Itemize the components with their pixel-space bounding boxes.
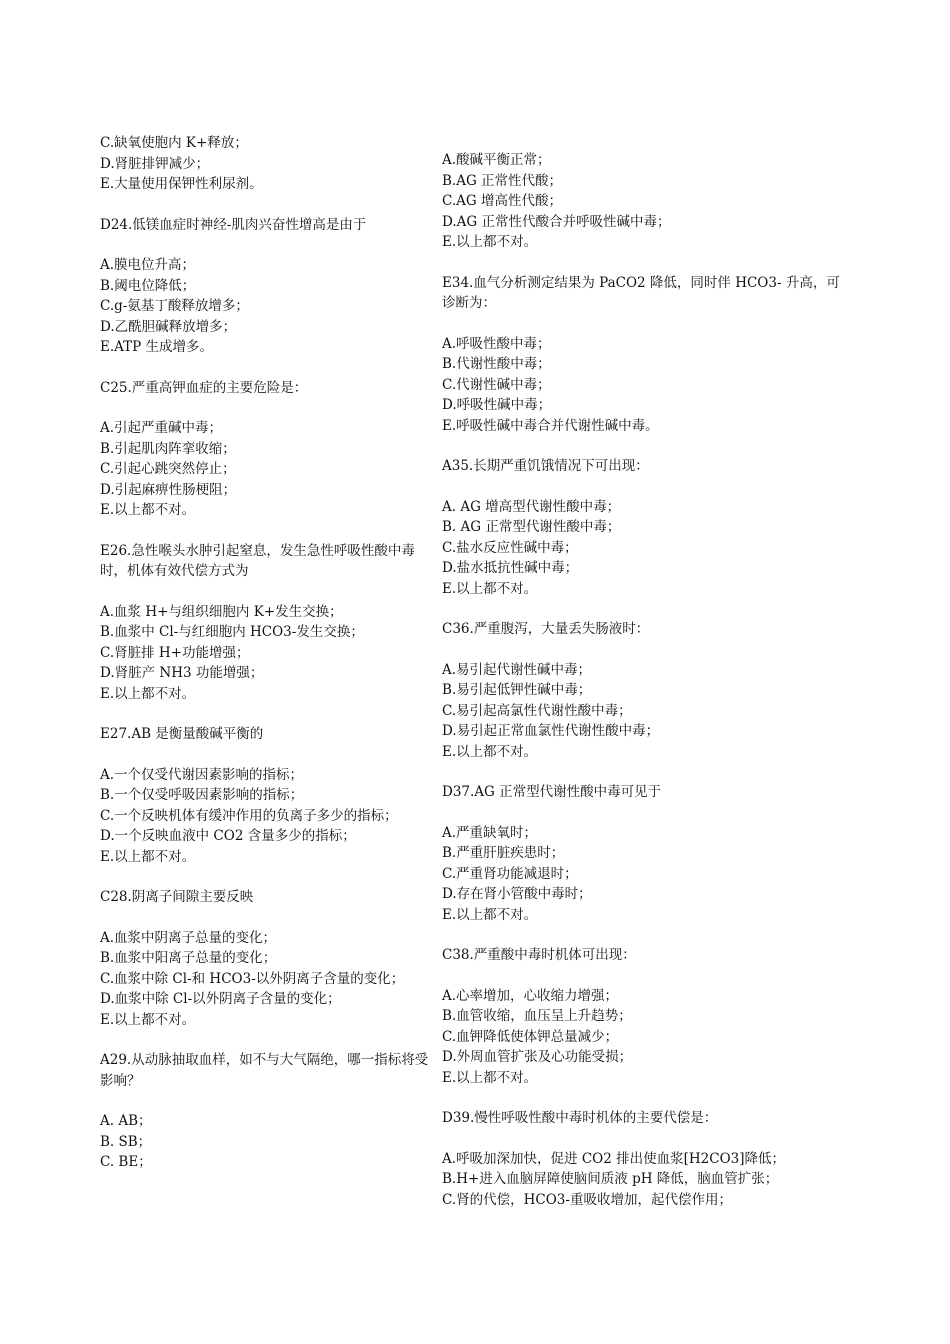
answer-option: D.乙酰胆碱释放增多； xyxy=(100,318,237,335)
answer-option: C.缺氧使胞内 K+释放； xyxy=(100,135,248,151)
answer-option: E.以上都不对。 xyxy=(442,234,538,250)
answer-option: E.以上都不对。 xyxy=(442,580,538,597)
answer-option: A.酸碱平衡正常； xyxy=(442,152,551,168)
question-block xyxy=(100,887,430,1030)
question-stem: D37.AG 正常型代谢性酸中毒可见于 xyxy=(442,784,662,800)
question-block xyxy=(442,945,842,1088)
answer-option: D.存在肾小管酸中毒时； xyxy=(442,886,592,902)
question-stem: D24.低镁血症时神经-肌肉兴奋性增高是由于 xyxy=(100,216,367,233)
answer-option: A.心率增加，心收缩力增强； xyxy=(442,987,619,1004)
question-stem: E26.急性喉头水肿引起窒息，发生急性呼吸性酸中毒时，机体有效代偿方式为 xyxy=(100,542,415,579)
answer-option: D.一个反映血液中 CO2 含量多少的指标； xyxy=(100,828,356,844)
answer-option: C.代谢性碱中毒； xyxy=(442,376,551,393)
question-block xyxy=(442,456,842,599)
answer-option: A. AB； xyxy=(100,1113,152,1129)
answer-option: E.以上都不对。 xyxy=(442,906,538,923)
question-block xyxy=(100,378,430,521)
answer-option: C.易引起高氯性代谢性酸中毒； xyxy=(442,702,632,719)
answer-option: A.血浆中阴离子总量的变化； xyxy=(100,929,277,946)
answer-option: E.呼吸性碱中毒合并代谢性碱中毒。 xyxy=(442,417,659,434)
answer-option: D.易引起正常血氯性代谢性酸中毒； xyxy=(442,723,660,739)
answer-option: C.g-氨基丁酸释放增多； xyxy=(100,298,249,314)
question-stem: E27.AB 是衡量酸碱平衡的 xyxy=(100,726,264,742)
answer-option: B.血浆中 Cl-与红细胞内 HCO3-发生交换； xyxy=(100,624,364,640)
answer-option: B.阈电位降低； xyxy=(100,277,196,294)
answer-option: C. BE； xyxy=(100,1154,152,1170)
question-stem: C25.严重高钾血症的主要危险是： xyxy=(100,379,308,396)
answer-option: B.引起肌肉阵挛收缩； xyxy=(100,440,236,457)
question-block xyxy=(442,1108,842,1210)
answer-option: E.以上都不对。 xyxy=(100,848,196,865)
question-block xyxy=(442,782,842,925)
question-block xyxy=(442,273,842,437)
answer-option: B. SB； xyxy=(100,1133,152,1150)
answer-option: E.ATP 生成增多。 xyxy=(100,339,214,355)
answer-option: C.一个反映机体有缓冲作用的负离子多少的指标； xyxy=(100,807,398,824)
answer-option: A. AG 增高型代谢性酸中毒； xyxy=(442,498,621,515)
question-stem: C36.严重腹泻，大量丢失肠液时： xyxy=(442,621,650,637)
answer-option: B.血管收缩，血压呈上升趋势； xyxy=(442,1008,632,1024)
right-column xyxy=(442,150,842,1230)
answer-option: A.呼吸加深加快，促进 CO2 排出使血浆[H2CO3]降低； xyxy=(442,1150,785,1167)
answer-option: B.代谢性酸中毒； xyxy=(442,356,551,372)
answer-option: B.严重肝脏疾患时； xyxy=(442,845,565,861)
question-block xyxy=(100,724,430,867)
answer-option: C.盐水反应性碱中毒； xyxy=(442,539,578,556)
answer-option: C.血浆中除 Cl-和 HCO3-以外阴离子含量的变化； xyxy=(100,970,405,987)
question-block xyxy=(100,215,430,358)
answer-option: A.血浆 H+与组织细胞内 K+发生交换； xyxy=(100,603,343,620)
answer-option: C.引起心跳突然停止； xyxy=(100,461,236,477)
answer-option: B. AG 正常型代谢性酸中毒； xyxy=(442,519,621,535)
question-block xyxy=(100,133,430,195)
question-block xyxy=(100,1050,430,1173)
answer-option: C.肾脏排 H+功能增强； xyxy=(100,644,250,661)
answer-option: B.H+进入血脑屏障使脑间质液 pH 降低，脑血管扩张； xyxy=(442,1171,779,1187)
question-block xyxy=(442,619,842,762)
question-stem: A29.从动脉抽取血样，如不与大气隔绝，哪一指标将受影响？ xyxy=(100,1052,429,1089)
answer-option: D.引起麻痹性肠梗阻； xyxy=(100,481,237,498)
left-column xyxy=(100,133,430,1193)
answer-option: A.易引起代谢性碱中毒； xyxy=(442,661,592,678)
answer-option: D.外周血管扩张及心功能受损； xyxy=(442,1049,633,1065)
question-stem: D39.慢性呼吸性酸中毒时机体的主要代偿是： xyxy=(442,1110,718,1126)
answer-option: C.肾的代偿，HCO3-重吸收增加，起代偿作用； xyxy=(442,1191,732,1208)
answer-option: B.易引起低钾性碱中毒； xyxy=(442,682,592,698)
answer-option: E.以上都不对。 xyxy=(100,502,196,518)
answer-option: C.血钾降低使体钾总量减少； xyxy=(442,1028,619,1045)
question-stem: C38.严重酸中毒时机体可出现： xyxy=(442,947,636,963)
answer-option: C.AG 增高性代酸； xyxy=(442,193,562,209)
question-stem: C28.阴离子间隙主要反映 xyxy=(100,889,254,905)
answer-option: D.盐水抵抗性碱中毒； xyxy=(442,560,579,576)
answer-option: A.一个仅受代谢因素影响的指标； xyxy=(100,766,304,783)
question-stem: E34.血气分析测定结果为 PaCO2 降低，同时伴 HCO3- 升高，可诊断为： xyxy=(442,274,840,311)
answer-option: A.膜电位升高； xyxy=(100,257,196,273)
answer-option: A.严重缺氧时； xyxy=(442,824,538,841)
question-block xyxy=(100,541,430,705)
answer-option: E.以上都不对。 xyxy=(100,1011,196,1028)
answer-option: B.血浆中阳离子总量的变化； xyxy=(100,950,277,966)
answer-option: E.以上都不对。 xyxy=(442,1069,538,1086)
answer-option: E.大量使用保钾性利尿剂。 xyxy=(100,176,263,192)
answer-option: E.以上都不对。 xyxy=(442,743,538,760)
answer-option: D.血浆中除 Cl-以外阴离子含量的变化； xyxy=(100,991,341,1007)
answer-option: D.呼吸性碱中毒； xyxy=(442,397,552,413)
question-stem: A35.长期严重饥饿情况下可出现： xyxy=(442,458,649,474)
answer-option: B.一个仅受呼吸因素影响的指标； xyxy=(100,787,304,803)
question-block xyxy=(442,150,842,253)
answer-option: A.呼吸性酸中毒； xyxy=(442,335,551,352)
answer-option: B.AG 正常性代酸； xyxy=(442,172,563,189)
answer-option: A.引起严重碱中毒； xyxy=(100,420,223,436)
answer-option: D.肾脏排钾减少； xyxy=(100,155,210,172)
answer-option: D.肾脏产 NH3 功能增强； xyxy=(100,665,264,681)
answer-option: D.AG 正常性代酸合并呼吸性碱中毒； xyxy=(442,213,671,230)
answer-option: C.严重肾功能减退时； xyxy=(442,865,578,882)
answer-option: E.以上都不对。 xyxy=(100,685,196,702)
